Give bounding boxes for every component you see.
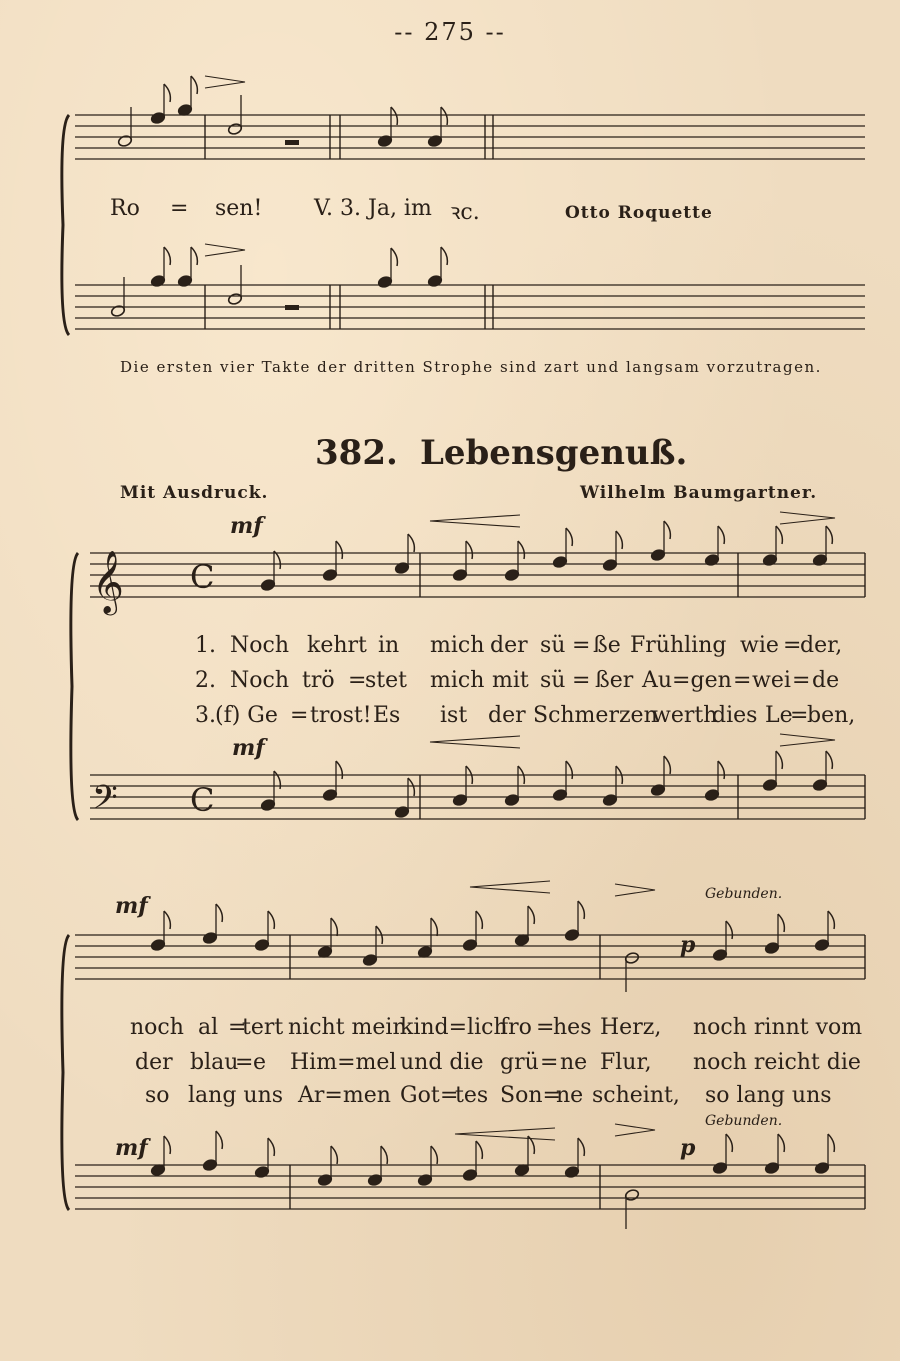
s1v3-w7: werth [652, 703, 718, 728]
s2v2-w2: = [235, 1050, 254, 1075]
s2-crescendo-1 [470, 881, 550, 893]
s2v2-w7: = [540, 1050, 559, 1075]
s1-crescendo-2 [430, 736, 520, 748]
s1-treble-note-3-flag [466, 541, 472, 559]
prev-lyric-etc: ꝛc. [450, 200, 480, 225]
s1-treble-note-1-flag [336, 541, 342, 559]
s1v3-w3: Es [373, 703, 401, 728]
s2v1-w5: kind=lich [400, 1015, 508, 1040]
s2-treble-note-10-flag [778, 914, 784, 932]
s2-bass-note-5-flag [431, 1146, 437, 1164]
s2-bass-note-8-flag [578, 1138, 584, 1156]
s2v3-w3: Got [400, 1083, 440, 1108]
s1v2-w5: mit [492, 668, 529, 693]
s2-bass-note-1-flag [216, 1131, 222, 1149]
s1-bass-note-9-flag [776, 751, 782, 769]
s1v3-w10: = [790, 703, 809, 728]
s2v2-w4: Him=mel [290, 1050, 397, 1075]
s2v2-w8: ne [560, 1050, 588, 1075]
s2v3-w5: tes [455, 1083, 489, 1108]
s1v2-w8: ßer [595, 668, 634, 693]
s1v3-w2: trost! [310, 703, 372, 728]
s2v3-w1: lang uns [188, 1083, 284, 1108]
s1v2-w4: mich [430, 668, 485, 693]
s1v1-w10: = [783, 633, 802, 658]
s1v2-w12: = [792, 668, 811, 693]
s1v1-w3: mich [430, 633, 485, 658]
s2-treble-note-8-flag [578, 901, 584, 919]
s1v2-w10: = [733, 668, 752, 693]
s2-crescendo-2 [455, 1128, 555, 1140]
s1v3-w8: dies [712, 703, 758, 728]
s2-decrescendo-1 [615, 884, 655, 896]
dynamic-p-2: p [680, 1135, 696, 1161]
s2-treble-note-5-flag [431, 918, 437, 936]
notation-marks [62, 76, 865, 1229]
s2-treble-note-6-flag [476, 911, 482, 929]
prev-decrescendo-1 [205, 76, 245, 88]
staff-lines [75, 115, 865, 1209]
s1-bass-note-10-flag [826, 751, 832, 769]
s2v3-w8: scheint, [592, 1083, 680, 1108]
s2-bass-note-0-flag [164, 1136, 170, 1154]
s1v3-w5: der [488, 703, 526, 728]
common-time-1: C [190, 558, 215, 596]
s2v1-w1: al [198, 1015, 219, 1040]
s1v1-w4: der [490, 633, 528, 658]
s2-bass-note-10-flag [778, 1134, 784, 1152]
s2v1-w8: hes [553, 1015, 592, 1040]
prev-note-9-flag [191, 247, 197, 265]
s1v3-w6: Schmerzen [533, 703, 658, 728]
s2v3-w9: so lang uns [705, 1083, 832, 1108]
s1v3-w9: Le [765, 703, 793, 728]
s2v3-w2: Ar=men [298, 1083, 391, 1108]
s1-treble-note-2-flag [408, 534, 414, 552]
s2v1-w10: noch rinnt vom [693, 1015, 863, 1040]
s1-bass-note-5-flag [566, 761, 572, 779]
s2-bass-note-9-flag [726, 1134, 732, 1152]
s1-treble-note-5-flag [566, 528, 572, 546]
common-time-2: C [190, 781, 215, 819]
s1v2-w2: = [348, 668, 367, 693]
expression-gebunden-1: Gebunden. [705, 886, 783, 902]
s2v1-w4: nicht mein [288, 1015, 407, 1040]
dynamic-mf-2: mf [232, 735, 265, 761]
s2v2-w3: e [253, 1050, 267, 1075]
s2-decrescendo-2 [615, 1124, 655, 1136]
s1-decrescendo-1 [780, 512, 835, 524]
s2v2-w6: grü [500, 1050, 539, 1075]
s1v2-w3: stet [365, 668, 407, 693]
prev-note-12-flag [441, 247, 447, 265]
dynamic-mf-1: mf [230, 513, 263, 539]
page-number: -- 275 -- [394, 18, 506, 46]
s1-bass-note-7-flag [664, 756, 670, 774]
s1v1-w5: sü [540, 633, 566, 658]
prev-system-brace [62, 115, 69, 335]
prev-note-5-flag [391, 107, 397, 125]
s1-bass-note-1-flag [336, 761, 342, 779]
s2v2-w10: noch reicht die [693, 1050, 861, 1075]
page-number-value: 275 [424, 18, 476, 46]
treble-clef-glyph: 𝄞 [92, 550, 124, 613]
s2-bass-note-3-flag [331, 1146, 337, 1164]
s1v3-w0: (f) Ge [215, 703, 278, 728]
song-s1-brace [71, 553, 78, 820]
prev-decrescendo-2 [205, 244, 245, 256]
song-s2-brace [62, 935, 69, 1210]
prev-lyric-hyphen: = [170, 196, 189, 221]
s1-decrescendo-2 [780, 734, 835, 746]
verse-number-2: 2. [195, 668, 216, 693]
s2-treble-note-1-flag [216, 904, 222, 922]
s2-treble-note-2-flag [268, 911, 274, 929]
s2-bass-note-4-flag [381, 1146, 387, 1164]
prev-note-6-flag [441, 107, 447, 125]
s2-treble-note-9-flag [726, 921, 732, 939]
s2v2-w0: der [135, 1050, 173, 1075]
s2-treble-note-7-flag [528, 906, 534, 924]
s1v2-w7: = [572, 668, 591, 693]
song-number: 382. [315, 433, 398, 473]
s2v2-w5: und die [400, 1050, 484, 1075]
s1v2-w9: Au=gen [642, 668, 732, 693]
s1-treble-note-6-flag [616, 531, 622, 549]
s1-treble-note-8-flag [718, 526, 724, 544]
s1v3-w4: ist [440, 703, 468, 728]
bass-clef-glyph: 𝄢 [92, 779, 118, 825]
s1v2-w11: wei [752, 668, 791, 693]
s1v3-w11: ben, [807, 703, 856, 728]
s1v1-w1: kehrt [307, 633, 367, 658]
s1-treble-note-4-flag [518, 541, 524, 559]
s2v3-w0: so [145, 1083, 170, 1108]
prev-note-2-flag [164, 84, 170, 102]
s2-treble-note-3-flag [331, 918, 337, 936]
dynamic-mf-3: mf [115, 893, 148, 919]
s1-bass-note-2-flag [408, 778, 414, 796]
s2v1-w0: noch [130, 1015, 184, 1040]
s1v1-w8: Frühling [630, 633, 727, 658]
s1-treble-note-9-flag [776, 526, 782, 544]
s1v2-w13: de [812, 668, 840, 693]
prev-note-3-flag [191, 76, 197, 94]
tempo-marking: Mit Ausdruck. [120, 483, 269, 503]
prev-note-8-flag [164, 247, 170, 265]
s1v1-w11: der, [800, 633, 843, 658]
s1v2-w1: trö [302, 668, 335, 693]
dynamic-mf-4: mf [115, 1135, 148, 1161]
s1v1-w6: = [572, 633, 591, 658]
s2v3-w4: = [440, 1083, 459, 1108]
s2v1-w7: = [536, 1015, 555, 1040]
prev-note-11-flag [391, 248, 397, 266]
s1v2-w6: sü [540, 668, 566, 693]
s2v1-w9: Herz, [600, 1015, 662, 1040]
s2-treble-note-0-flag [164, 911, 170, 929]
s2v1-w6: fro [500, 1015, 532, 1040]
dynamic-p-1: p [680, 932, 696, 958]
s1-bass-note-8-flag [718, 761, 724, 779]
s1-treble-note-7-flag [664, 521, 670, 539]
s2v1-w2: = [228, 1015, 247, 1040]
s1-crescendo-1 [430, 515, 520, 527]
prev-rest-2 [285, 305, 299, 310]
prev-rest-1 [285, 140, 299, 145]
s2v3-w6: Son= [500, 1083, 561, 1108]
s2v1-w3: tert [242, 1015, 284, 1040]
s1v1-w7: ße [593, 633, 621, 658]
s1v1-w9: wie [740, 633, 779, 658]
s2-bass-note-11-flag [828, 1134, 834, 1152]
s1-treble-note-0-flag [274, 551, 280, 569]
prev-lyric-verse3: V. 3. Ja, im [314, 196, 432, 221]
s2-bass-note-6-flag [476, 1141, 482, 1159]
performance-note: Die ersten vier Takte der dritten Strophe sind zart und langsam vorzutragen. [120, 358, 822, 376]
song-title: Lebensgenuß. [420, 433, 688, 473]
s1v1-w2: in [378, 633, 400, 658]
s1v2-w0: Noch [230, 668, 289, 693]
s1v1-w0: Noch [230, 633, 289, 658]
composer: Wilhelm Baumgartner. [580, 483, 818, 503]
s1v3-w1: = [290, 703, 309, 728]
expression-gebunden-2: Gebunden. [705, 1113, 783, 1129]
s2-bass-note-2-flag [268, 1138, 274, 1156]
prev-lyric-sen: sen! [215, 196, 263, 221]
s1-treble-note-10-flag [826, 526, 832, 544]
verse-number-3: 3. [195, 703, 216, 728]
s2v3-w7: ne [556, 1083, 584, 1108]
s2-treble-note-11-flag [828, 911, 834, 929]
verse-number-1: 1. [195, 633, 216, 658]
s2v2-w1: blau [190, 1050, 239, 1075]
previous-author: Otto Roquette [565, 203, 713, 223]
prev-lyric-ro: Ro [110, 196, 140, 221]
s2v2-w9: Flur, [600, 1050, 652, 1075]
